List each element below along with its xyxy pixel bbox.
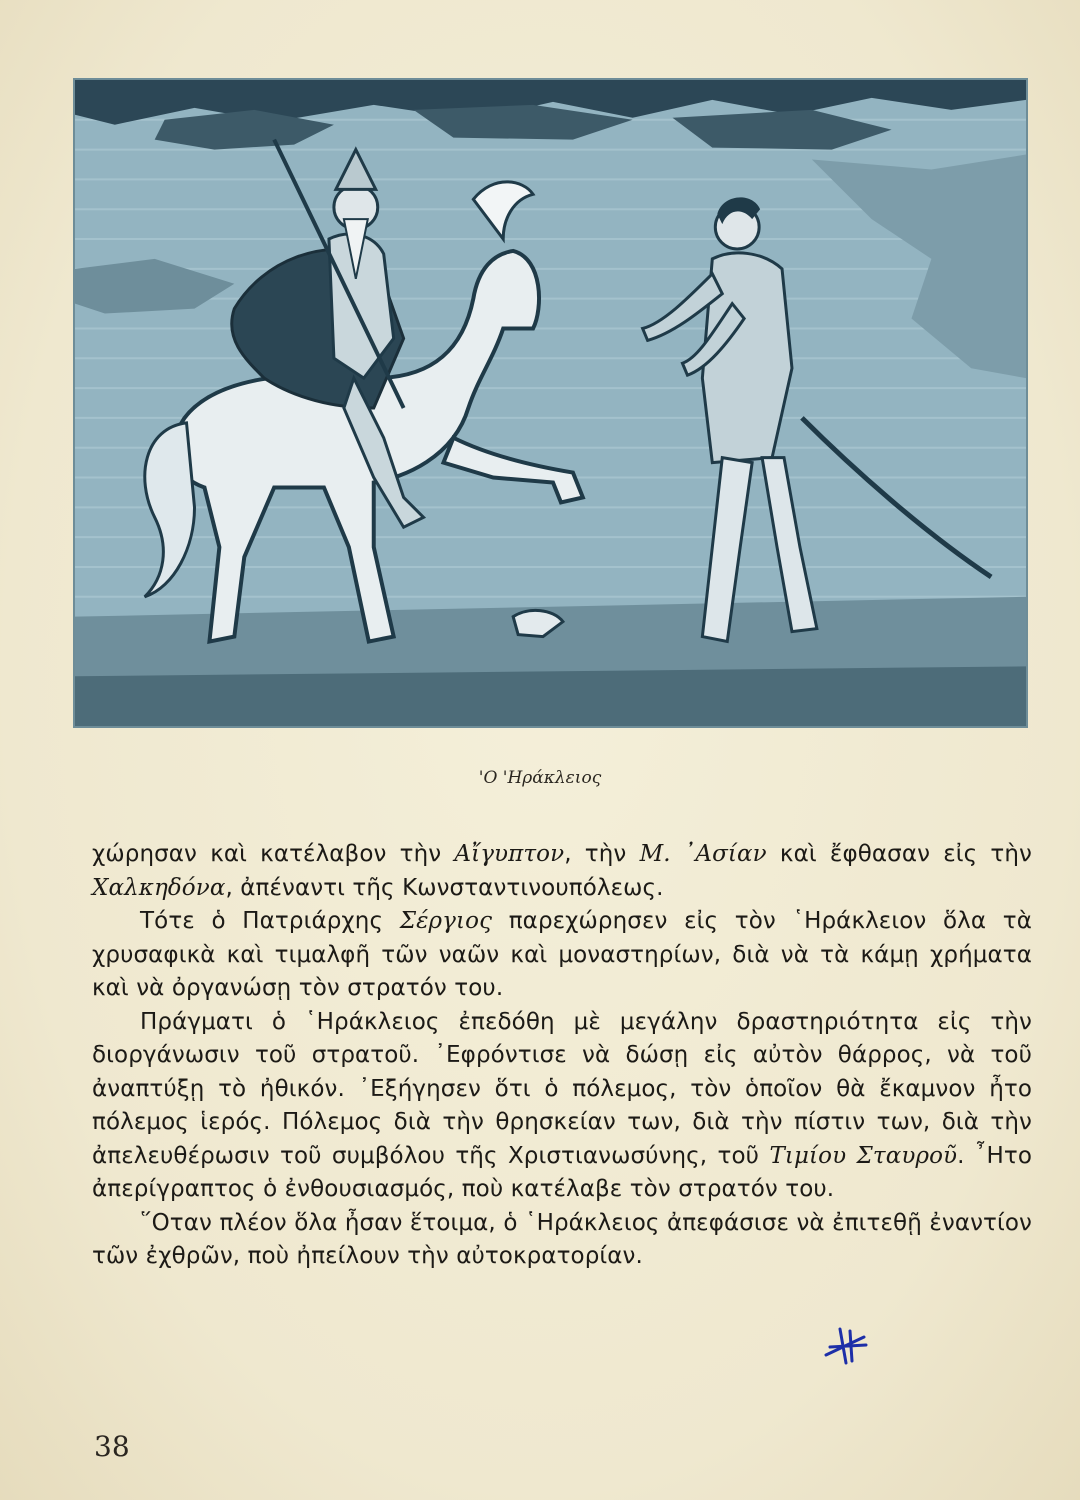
paragraph (92, 905, 1032, 1006)
text-run: , ἀπέναντι τῆς Κωνσταντινουπόλεως. (225, 874, 664, 901)
illustration-heraclius (73, 78, 1028, 728)
text-run: Τότε ὁ Πατριάρχης (140, 908, 400, 934)
text-run: παρεχώρησεν εἰς τὸν ῾Ηράκλειον ὅλα τὰ χρυσαφικὰ καὶ τιμαλφῆ τῶν ναῶν καὶ μοναστηρίων, διὰ νὰ τὰ κάμῃ χρήματα καὶ νὰ ὀργανώσῃ τὸν στρατόν του. (92, 908, 1033, 1001)
italic-term: Τιμίου Σταυροῦ (769, 1142, 958, 1169)
italic-term: Αἴγυπτον (454, 841, 565, 867)
text-run: . ῏Ητο ἀπερίγραπτος ὁ ἐνθουσιασμός, ποὺ κατέλαβε τὸν στρατόν του. (92, 1142, 1033, 1202)
pen-scribble-mark (822, 1325, 870, 1365)
text-run: χώρησαν καὶ κατέλαβον τὴν (92, 841, 455, 867)
page-number: 38 (94, 1430, 130, 1463)
body-text (92, 838, 1032, 1274)
text-run: , τὴν (564, 841, 640, 867)
illustration-drawing (75, 80, 1026, 726)
illustration-caption: 'Ο 'Ηράκλειος (478, 768, 602, 788)
italic-term: Μ. ᾿Ασίαν (639, 841, 767, 867)
paragraph (92, 1006, 1032, 1207)
italic-term: Χαλκηδόνα (92, 874, 226, 901)
italic-term: Σέργιος (399, 908, 493, 934)
paragraph (92, 838, 1032, 905)
paragraph (92, 1207, 1032, 1274)
text-run: ῞Οταν πλέον ὅλα ἦσαν ἕτοιμα, ὁ ῾Ηράκλειος ἀπεφάσισε νὰ ἐπιτεθῇ ἐναντίον τῶν ἐχθρῶν, ποὺ ἠπείλουν τὴν αὐτοκρατορίαν. (92, 1209, 1032, 1269)
text-run: καὶ ἔφθασαν εἰς τὴν (766, 841, 1032, 867)
text-run: Πράγματι ὁ ῾Ηράκλειος ἐπεδόθη μὲ μεγάλην δραστηριότητα εἰς τὴν διοργάνωσιν τοῦ στρατοῦ. ᾿Εφρόντισε νὰ δώσῃ εἰς αὐτὸν θάρρος, νὰ τοῦ ἀναπτύξῃ τὸ ἠθικόν. ᾿Εξήγησεν ὅτι ὁ πόλεμος, τὸν ὁποῖον θὰ ἔκαμνον ἦτο πόλεμος ἱερός. Πόλεμος διὰ τὴν θρησκείαν των, διὰ τὴν πίστιν των, διὰ τὴν ἀπελευθέρωσιν τοῦ συμβόλου τῆς Χριστιανωσύνης, τοῦ (92, 1008, 1032, 1169)
